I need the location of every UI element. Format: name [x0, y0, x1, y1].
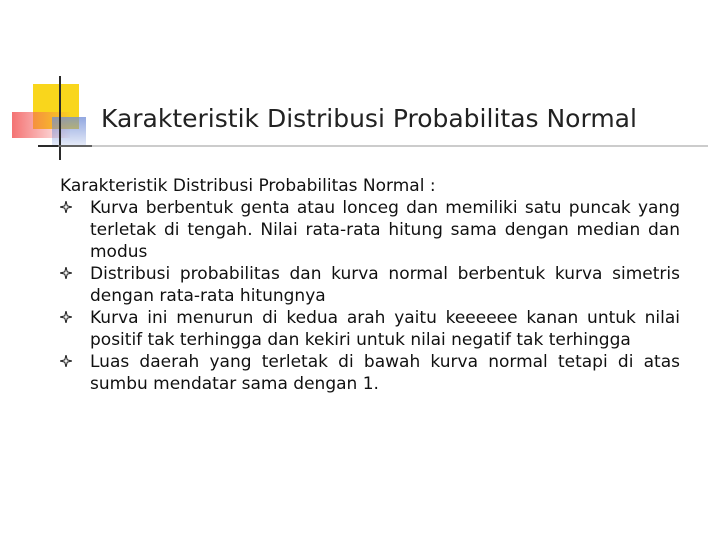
decor-blue-square [52, 117, 86, 147]
list-item [60, 197, 680, 263]
list-item-text: Distribusi probabilitas dan kurva normal berbentuk kurva simetris dengan rata-rata hitungnya [90, 264, 680, 306]
diamond-bullet-icon [60, 201, 72, 213]
intro-line: Karakteristik Distribusi Probabilitas Normal : [60, 176, 436, 196]
list-item [60, 263, 680, 307]
list-item-text: Kurva ini menurun di kedua arah yaitu keeeeee kanan untuk nilai positif tak terhingga dan kekiri untuk nilai negatif tak terhingga [90, 308, 680, 350]
list-item-text: Kurva berbentuk genta atau lonceg dan memiliki satu puncak yang terletak di tengah. Nilai rata-rata hitung sama dengan median dan modus [90, 198, 680, 262]
slide-title: Karakteristik Distribusi Probabilitas Normal [101, 104, 637, 133]
diamond-bullet-icon [60, 355, 72, 367]
bullet-list [60, 197, 680, 395]
list-item [60, 351, 680, 395]
diamond-bullet-icon [60, 311, 72, 323]
list-item [60, 307, 680, 351]
diamond-bullet-icon [60, 267, 72, 279]
list-item-text: Luas daerah yang terletak di bawah kurva normal tetapi di atas sumbu mendatar sama dengan 1. [90, 352, 680, 394]
slide-body [60, 175, 680, 395]
